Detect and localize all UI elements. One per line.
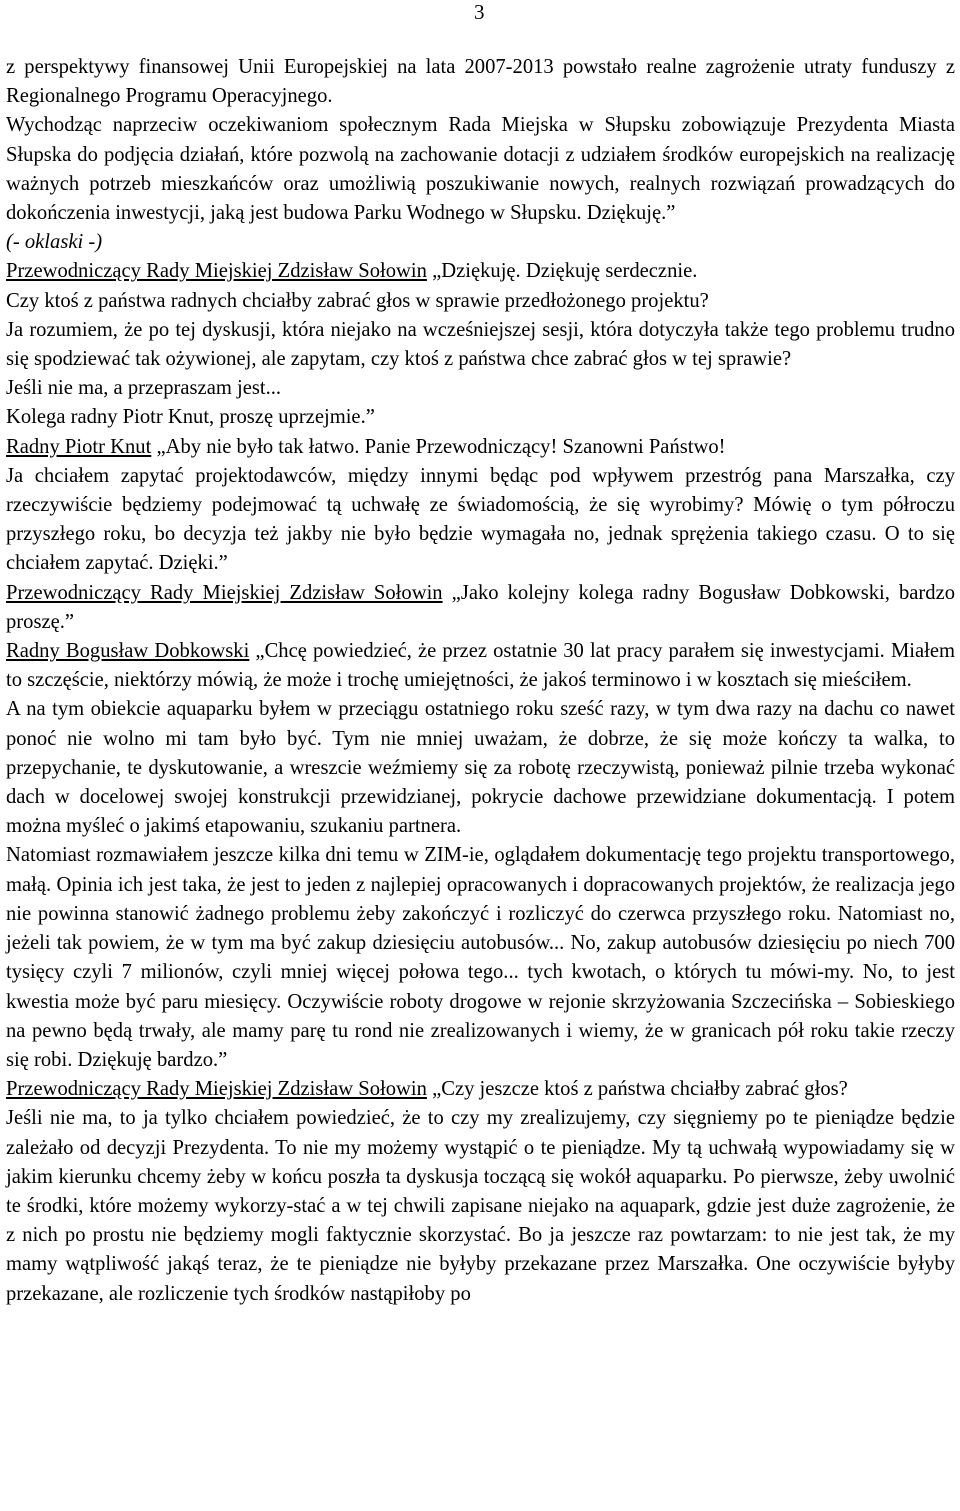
speech-text: „Aby nie było tak łatwo. Panie Przewodniczący! Szanowni Państwo! — [151, 435, 726, 458]
paragraph-invite-knut: Kolega radny Piotr Knut, proszę uprzejmie.” — [6, 406, 375, 429]
speech-knut — [6, 433, 955, 462]
transcript-body — [6, 53, 955, 1309]
speech-dobkowski — [6, 637, 955, 695]
paragraph-apology: Jeśli nie ma, a przepraszam jest... — [6, 377, 282, 400]
speech-text: „Jako kolejny kolega radny Bogusław Dobkowski, bardzo proszę.” — [6, 581, 956, 633]
speech-text: „Dziękuję. Dziękuję serdecznie. — [426, 260, 698, 283]
paragraph-chairman-conclusion: Jeśli nie ma, to ja tylko chciałem powiedzieć, że to czy my zrealizujemy, czy sięgniemy po te pieniądze będzie zależało od decyzji Prezydenta. To nie my możemy wystąpić o te pieniądze. My tą uchwałą wypowiadamy się w jakim kierunku chcemy żeby w końcu poszła ta dyskusja toczącą się wokół aquaparku. Po pierwsze, żeby uwolnić te środki, które możemy wykorzy-stać a w tej chwili zapisane niejako na aquapark, gdzie jest duże zagrożenie, że z nich po prostu nie będziemy mogli faktycznie skorzystać. Bo ja jeszcze raz powtarzam: to nie jest tak, że my mamy wątpliwość jakąś teraz, że te pieniądze nie byłyby przekazane przez Marszałka. One oczywiście byłyby przekazane, ale rozliczenie tych środków nastąpiłoby po — [6, 1107, 955, 1305]
speaker-name: Radny Bogusław Dobkowski — [6, 640, 250, 663]
paragraph-intro-continuation: z perspektywy finansowej Unii Europejskiej na lata 2007-2013 powstało realne zagrożenie utraty funduszy z Regionalnego Programu Operacyjnego. — [6, 56, 955, 108]
speech-chairman-2 — [6, 579, 955, 637]
applause-note: (- oklaski -) — [6, 231, 103, 254]
speech-chairman-3 — [6, 1075, 955, 1104]
paragraph-question: Czy ktoś z państwa radnych chciałby zabrać głos w sprawie przedłożonego projektu? — [6, 289, 709, 312]
page-number: 3 — [474, 0, 485, 24]
paragraph-resolution: Wychodząc naprzeciw oczekiwaniom społecznym Rada Miejska w Słupsku zobowiązuje Prezydenta Miasta Słupska do podjęcia działań, które pozwolą na zachowanie dotacji z udziałem środków europejskich na realizację ważnych potrzeb mieszkańców oraz umożliwią poszukiwanie nowych, realnych rozwiązań prowadzących do dokończenia inwestycji, jaką jest budowa Parku Wodnego w Słupsku. Dziękuję.” — [6, 114, 955, 225]
speaker-name: Przewodniczący Rady Miejskiej Zdzisław Sołowin — [6, 260, 427, 283]
speaker-name: Przewodniczący Rady Miejskiej Zdzisław Sołowin — [6, 581, 443, 604]
paragraph-discussion: Ja rozumiem, że po tej dyskusji, która niejako na wcześniejszej sesji, która dotyczyła także tego problemu trudno się spodziewać tak ożywionej, ale zapytam, czy ktoś z państwa chce zabrać głos w tej sprawie? — [6, 318, 955, 371]
speaker-name: Przewodniczący Rady Miejskiej Zdzisław Sołowin — [6, 1078, 427, 1101]
paragraph-transport-project: Natomiast rozmawiałem jeszcze kilka dni temu w ZIM-ie, oglądałem dokumentację tego projektu transportowego, małą. Opinia ich jest taka, że jest to jeden z najlepiej opracowanych i dopracowanych projektów, że realizacja jego nie powinna stanowić żadnego problemu żeby zakończyć i rozliczyć do czerwca przyszłego roku. Natomiast no, jeżeli tak powiem, że w tym ma być zakup dziesięciu autobusów... No, zakup autobusów dziesięciu po niech 700 tysięcy czyli 7 milionów, czyli mniej więcej połowa tego... tych kwotach, o których tu mówi-my. No, to jest kwestia może być paru miesięcy. Oczywiście roboty drogowe w rejonie skrzyżowania Szczecińska – Sobieskiego na pewno będą trwały, ale mamy parę tu rond nie zrealizowanych i wiemy, że w granicach pół roku takie rzeczy się robi. Dziękuję bardzo.” — [6, 844, 955, 1071]
speech-text: „Chcę powiedzieć, że przez ostatnie 30 lat pracy parałem się inwestycjami. Miałem to szczęście, niektórzy mówią, że może i trochę umiejętności, że jakoś terminowo i w kosztach się mieściłem. — [6, 640, 955, 692]
speech-chairman-1 — [6, 257, 955, 286]
speaker-name: Radny Piotr Knut — [6, 435, 152, 458]
speech-text: „Czy jeszcze ktoś z państwa chciałby zabrać głos? — [426, 1078, 848, 1101]
paragraph-knut-question: Ja chciałem zapytać projektodawców, między innymi będąc pod wpływem przestróg pana Marszałka, czy rzeczywiście będziemy podejmować tą uchwałę ze świadomością, że się wyrobimy? Mówię o tym półroczu przyszłego roku, bo decyzja też jakby nie było będzie wymagała no, jednak sprężenia takiego czasu. O to się chciałem zapytać. Dzięki.” — [6, 464, 955, 575]
paragraph-aquapark-roof: A na tym obiekcie aquaparku byłem w przeciągu ostatniego roku sześć razy, w tym dwa razy na dachu co nawet ponoć nie wolno mi tam było być. Tym nie mniej uważam, że dobrze, że się może kończy ta walka, to przepychanie, te dyskutowanie, a wreszcie weźmiemy się za robotę rzeczywistą, ponieważ pilnie trzeba wykonać dach w docelowej swojej konstrukcji przewidzianej, pokrycie dachowe przewidziane dokumentacją. I potem można myśleć o jakimś etapowaniu, szukaniu partnera. — [6, 698, 955, 838]
